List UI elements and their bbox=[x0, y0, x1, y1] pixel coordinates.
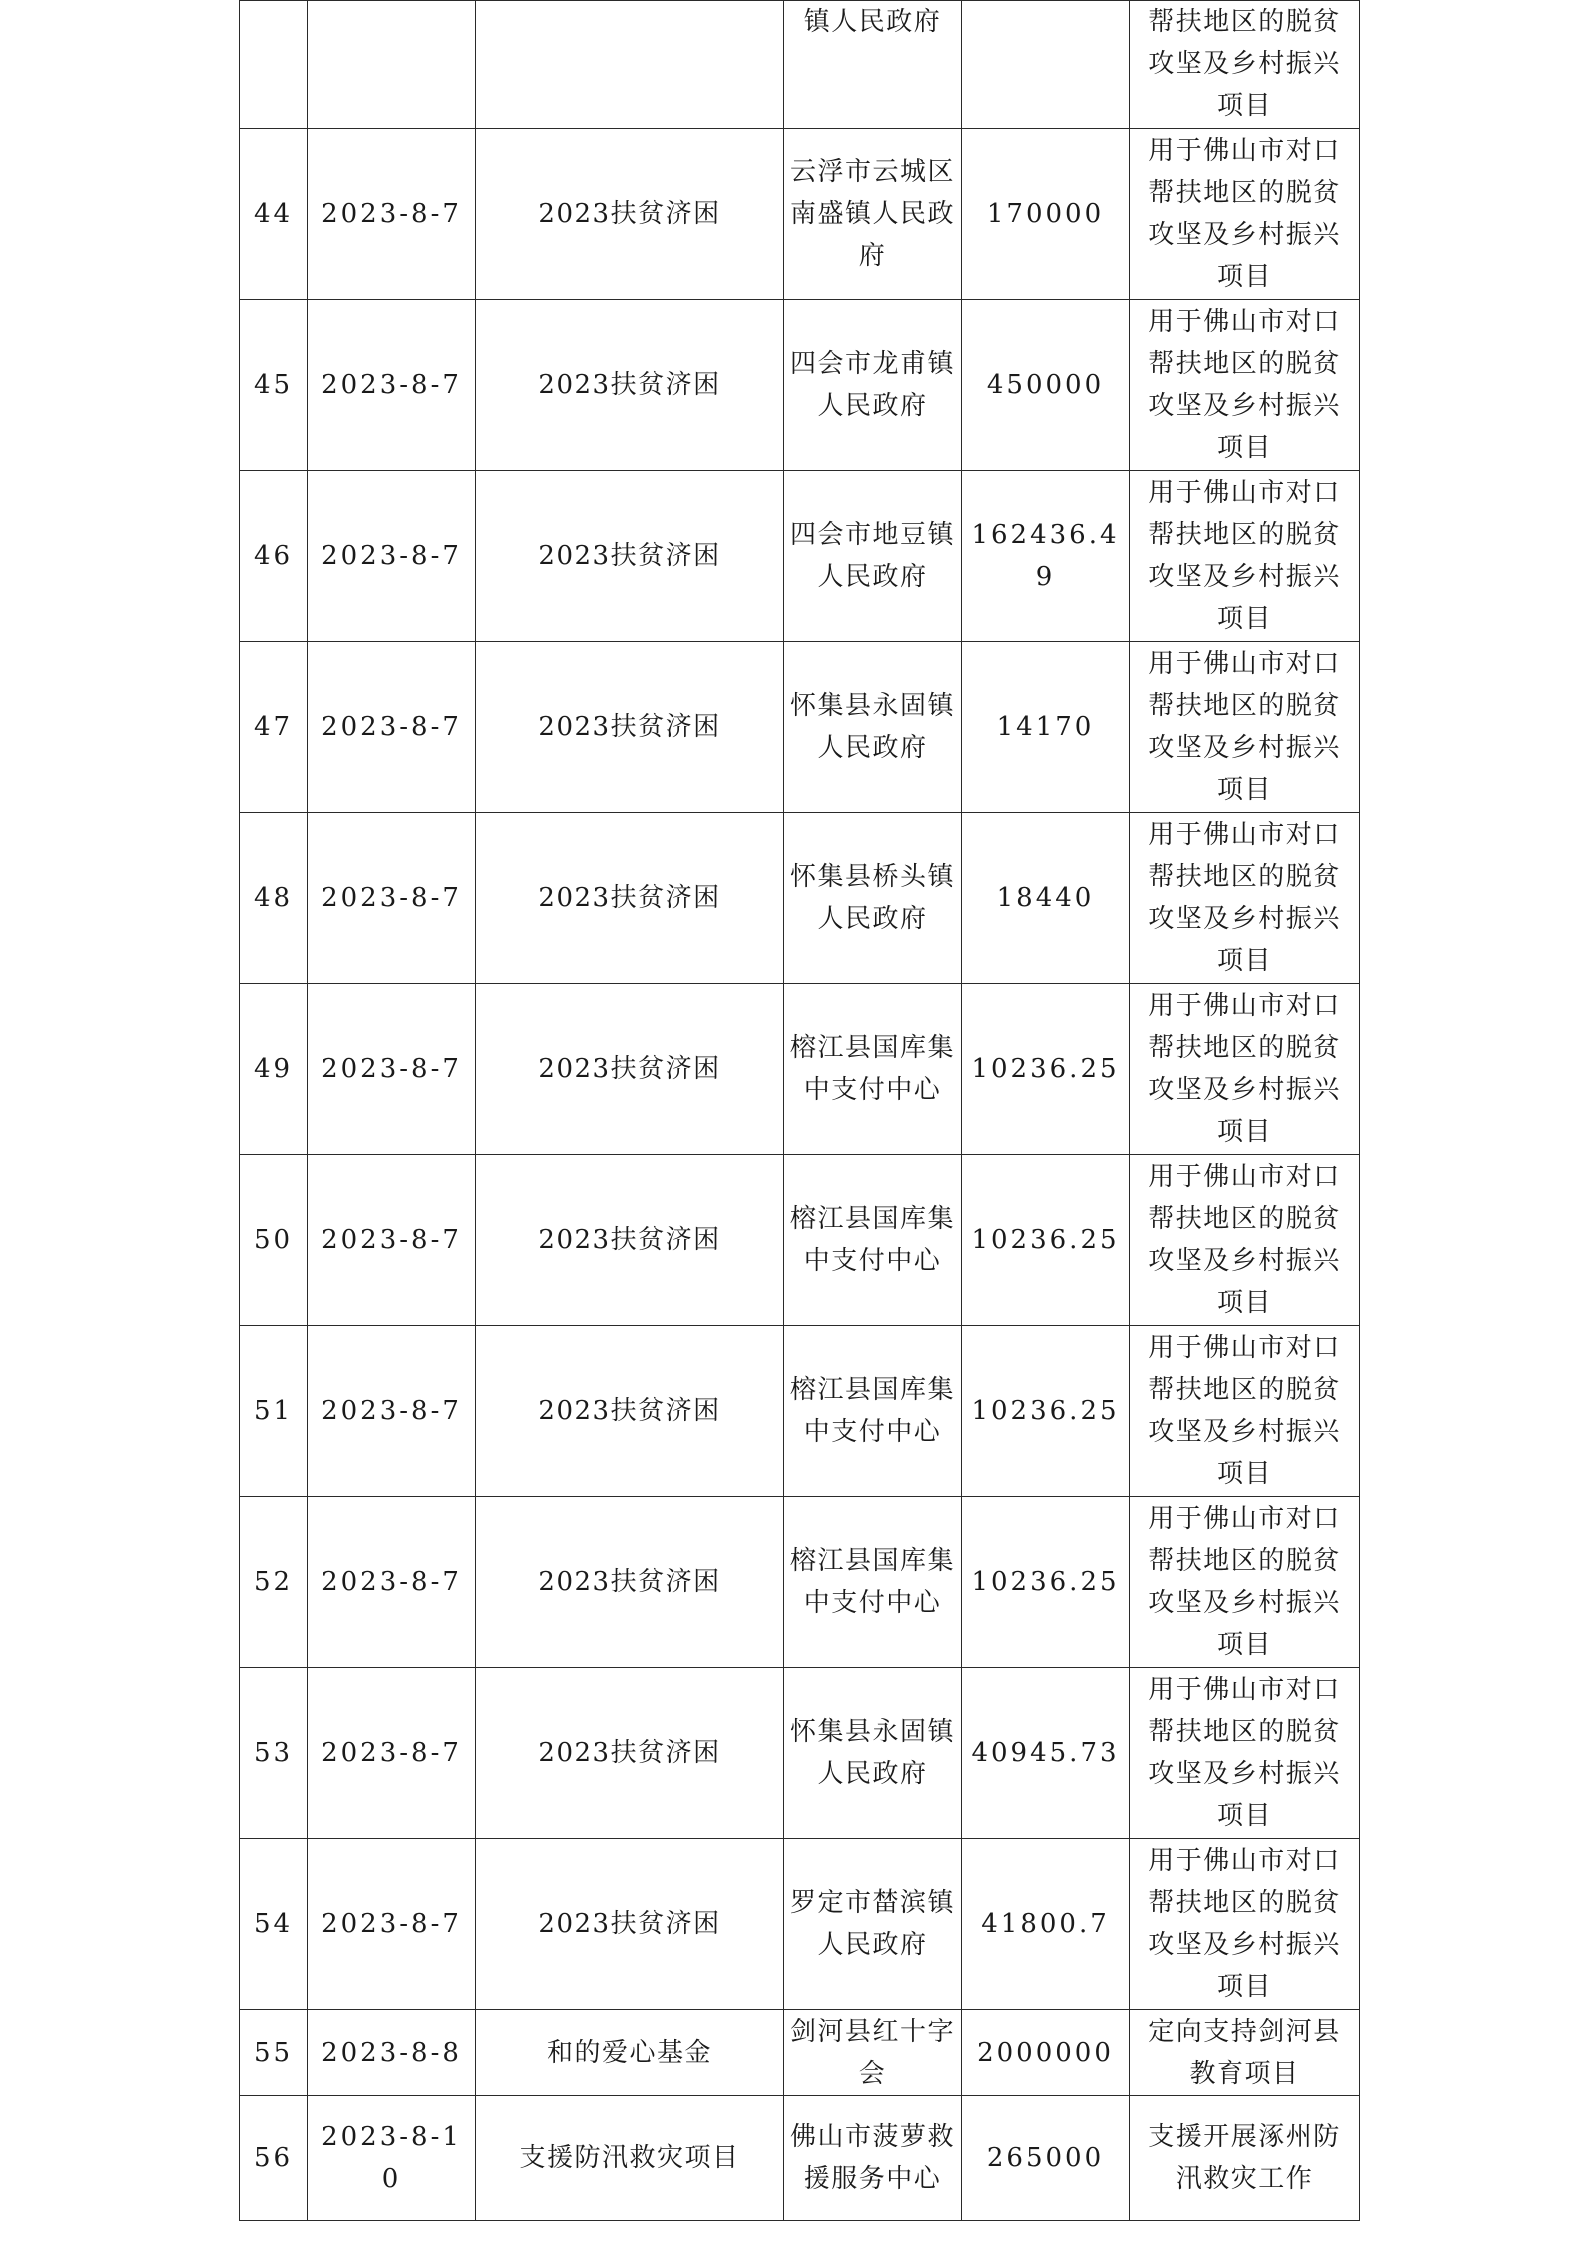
recipient-cell bbox=[784, 300, 962, 471]
date-cell bbox=[308, 642, 476, 813]
row-number bbox=[240, 813, 308, 984]
project-cell-text: 支援防汛救灾项目 bbox=[519, 2143, 740, 2173]
date-cell-text: 2023-8-7 bbox=[321, 1054, 462, 1084]
purpose-cell bbox=[1130, 813, 1360, 984]
row-number bbox=[240, 984, 308, 1155]
amount-cell-text: 162436.49 bbox=[971, 520, 1120, 592]
purpose-cell bbox=[1130, 1497, 1360, 1668]
purpose-cell-text: 用于佛山市对口帮扶地区的脱贫攻坚及乡村振兴项目 bbox=[1148, 1162, 1341, 1318]
purpose-cell bbox=[1130, 1668, 1360, 1839]
date-cell bbox=[308, 2010, 476, 2096]
recipient-cell-text: 怀集县永固镇人民政府 bbox=[790, 691, 956, 763]
amount-cell bbox=[962, 1326, 1130, 1497]
project-cell-text: 2023扶贫济困 bbox=[538, 1909, 721, 1939]
date-cell-text: 2023-8-10 bbox=[321, 2122, 462, 2194]
recipient-cell-text: 镇人民政府 bbox=[803, 7, 942, 37]
recipient-cell-text: 榕江县国库集中支付中心 bbox=[790, 1546, 956, 1618]
table-row bbox=[240, 1155, 1360, 1326]
purpose-cell bbox=[1130, 471, 1360, 642]
project-cell bbox=[476, 1326, 784, 1497]
table-row bbox=[240, 2096, 1360, 2221]
project-cell bbox=[476, 1155, 784, 1326]
amount-cell-text: 10236.25 bbox=[971, 1396, 1120, 1426]
table-body bbox=[240, 1, 1360, 2221]
amount-cell bbox=[962, 129, 1130, 300]
purpose-cell-text: 用于佛山市对口帮扶地区的脱贫攻坚及乡村振兴项目 bbox=[1148, 1333, 1341, 1489]
purpose-cell-text: 定向支持剑河县教育项目 bbox=[1148, 2016, 1341, 2089]
date-cell bbox=[308, 129, 476, 300]
recipient-cell bbox=[784, 1497, 962, 1668]
project-cell-text: 2023扶贫济困 bbox=[538, 1054, 721, 1084]
project-cell-text: 2023扶贫济困 bbox=[538, 541, 721, 571]
purpose-cell-text: 用于佛山市对口帮扶地区的脱贫攻坚及乡村振兴项目 bbox=[1148, 820, 1341, 976]
recipient-cell bbox=[784, 984, 962, 1155]
date-cell-text: 2023-8-7 bbox=[321, 883, 462, 913]
table-row bbox=[240, 813, 1360, 984]
project-cell bbox=[476, 471, 784, 642]
row-number-text: 47 bbox=[253, 712, 294, 742]
row-number bbox=[240, 1326, 308, 1497]
recipient-cell-text: 四会市龙甫镇人民政府 bbox=[790, 349, 956, 421]
date-cell-text: 2023-8-8 bbox=[321, 2037, 462, 2068]
date-cell bbox=[308, 1839, 476, 2010]
row-number-text: 48 bbox=[253, 883, 294, 913]
project-cell-text: 2023扶贫济困 bbox=[538, 883, 721, 913]
purpose-cell-text: 用于佛山市对口帮扶地区的脱贫攻坚及乡村振兴项目 bbox=[1148, 136, 1341, 292]
recipient-cell-text: 佛山市菠萝救援服务中心 bbox=[790, 2122, 956, 2194]
date-cell bbox=[308, 813, 476, 984]
amount-cell bbox=[962, 1839, 1130, 2010]
project-cell-text: 2023扶贫济困 bbox=[538, 1225, 721, 1255]
project-cell bbox=[476, 129, 784, 300]
row-number bbox=[240, 642, 308, 813]
purpose-cell bbox=[1130, 300, 1360, 471]
recipient-cell bbox=[784, 813, 962, 984]
amount-cell-text: 10236.25 bbox=[971, 1567, 1120, 1597]
date-cell-text: 2023-8-7 bbox=[321, 1225, 462, 1255]
amount-cell bbox=[962, 1, 1130, 129]
table-row bbox=[240, 1839, 1360, 2010]
row-number-text: 50 bbox=[253, 1225, 294, 1255]
purpose-cell-text: 用于佛山市对口帮扶地区的脱贫攻坚及乡村振兴项目 bbox=[1148, 1675, 1341, 1831]
purpose-cell bbox=[1130, 1155, 1360, 1326]
recipient-cell bbox=[784, 1326, 962, 1497]
project-cell-text: 和的爱心基金 bbox=[546, 2037, 712, 2068]
project-cell-text: 2023扶贫济困 bbox=[538, 1396, 721, 1426]
purpose-cell-text: 用于佛山市对口帮扶地区的脱贫攻坚及乡村振兴项目 bbox=[1148, 1504, 1341, 1660]
purpose-cell bbox=[1130, 129, 1360, 300]
purpose-cell-text: 用于佛山市对口帮扶地区的脱贫攻坚及乡村振兴项目 bbox=[1148, 478, 1341, 634]
table-row bbox=[240, 1497, 1360, 1668]
date-cell-text: 2023-8-7 bbox=[321, 712, 462, 742]
recipient-cell bbox=[784, 2010, 962, 2096]
row-number bbox=[240, 1, 308, 129]
recipient-cell bbox=[784, 642, 962, 813]
row-number-text: 52 bbox=[253, 1567, 294, 1597]
amount-cell bbox=[962, 1497, 1130, 1668]
row-number bbox=[240, 471, 308, 642]
row-number-text: 44 bbox=[253, 199, 294, 229]
row-number bbox=[240, 1839, 308, 2010]
amount-cell bbox=[962, 813, 1130, 984]
recipient-cell-text: 罗定市榃滨镇人民政府 bbox=[790, 1888, 956, 1960]
recipient-cell-text: 怀集县永固镇人民政府 bbox=[790, 1717, 956, 1789]
recipient-cell-text: 榕江县国库集中支付中心 bbox=[790, 1204, 956, 1276]
table-row bbox=[240, 1668, 1360, 1839]
date-cell-text: 2023-8-7 bbox=[321, 1909, 462, 1939]
project-cell-text: 2023扶贫济困 bbox=[538, 370, 721, 400]
row-number-text: 53 bbox=[253, 1738, 294, 1768]
table-row bbox=[240, 984, 1360, 1155]
amount-cell-text: 2000000 bbox=[977, 2037, 1114, 2068]
date-cell bbox=[308, 1326, 476, 1497]
table-row bbox=[240, 129, 1360, 300]
date-cell-text: 2023-8-7 bbox=[321, 1738, 462, 1768]
project-cell-text: 2023扶贫济困 bbox=[538, 1567, 721, 1597]
recipient-cell-text: 四会市地豆镇人民政府 bbox=[790, 520, 956, 592]
row-number bbox=[240, 1155, 308, 1326]
purpose-cell-text: 帮扶地区的脱贫攻坚及乡村振兴项目 bbox=[1148, 7, 1341, 121]
date-cell bbox=[308, 300, 476, 471]
project-cell-text: 2023扶贫济困 bbox=[538, 712, 721, 742]
project-cell bbox=[476, 1839, 784, 2010]
purpose-cell bbox=[1130, 642, 1360, 813]
amount-cell-text: 10236.25 bbox=[971, 1054, 1120, 1084]
amount-cell bbox=[962, 2096, 1130, 2221]
table-row bbox=[240, 300, 1360, 471]
purpose-cell bbox=[1130, 1, 1360, 129]
purpose-cell-text: 支援开展涿州防汛救灾工作 bbox=[1148, 2122, 1341, 2194]
recipient-cell-text: 云浮市云城区南盛镇人民政府 bbox=[790, 157, 956, 271]
row-number-text: 56 bbox=[253, 2143, 294, 2173]
table-row bbox=[240, 471, 1360, 642]
recipient-cell bbox=[784, 471, 962, 642]
date-cell bbox=[308, 471, 476, 642]
date-cell bbox=[308, 1155, 476, 1326]
table-row bbox=[240, 1, 1360, 129]
date-cell bbox=[308, 1, 476, 129]
recipient-cell bbox=[784, 2096, 962, 2221]
row-number-text: 51 bbox=[253, 1396, 294, 1426]
date-cell-text: 2023-8-7 bbox=[321, 370, 462, 400]
amount-cell bbox=[962, 471, 1130, 642]
amount-cell-text: 10236.25 bbox=[971, 1225, 1120, 1255]
purpose-cell bbox=[1130, 2096, 1360, 2221]
project-cell bbox=[476, 984, 784, 1155]
row-number-text: 54 bbox=[253, 1909, 294, 1939]
project-cell bbox=[476, 300, 784, 471]
recipient-cell bbox=[784, 1, 962, 129]
table-row bbox=[240, 2010, 1360, 2096]
row-number-text: 45 bbox=[253, 370, 294, 400]
recipient-cell bbox=[784, 1839, 962, 2010]
amount-cell bbox=[962, 2010, 1130, 2096]
row-number-text: 55 bbox=[253, 2037, 294, 2068]
purpose-cell bbox=[1130, 984, 1360, 1155]
date-cell bbox=[308, 1668, 476, 1839]
date-cell-text: 2023-8-7 bbox=[321, 199, 462, 229]
purpose-cell bbox=[1130, 1839, 1360, 2010]
purpose-cell-text: 用于佛山市对口帮扶地区的脱贫攻坚及乡村振兴项目 bbox=[1148, 1846, 1341, 2002]
row-number bbox=[240, 129, 308, 300]
purpose-cell-text: 用于佛山市对口帮扶地区的脱贫攻坚及乡村振兴项目 bbox=[1148, 991, 1341, 1147]
amount-cell bbox=[962, 1155, 1130, 1326]
project-cell bbox=[476, 2010, 784, 2096]
amount-cell bbox=[962, 300, 1130, 471]
row-number bbox=[240, 1668, 308, 1839]
purpose-cell-text: 用于佛山市对口帮扶地区的脱贫攻坚及乡村振兴项目 bbox=[1148, 649, 1341, 805]
recipient-cell bbox=[784, 129, 962, 300]
amount-cell-text: 265000 bbox=[986, 2143, 1105, 2173]
date-cell bbox=[308, 984, 476, 1155]
project-cell-text: 2023扶贫济困 bbox=[538, 199, 721, 229]
date-cell bbox=[308, 2096, 476, 2221]
project-cell bbox=[476, 813, 784, 984]
row-number bbox=[240, 300, 308, 471]
amount-cell bbox=[962, 642, 1130, 813]
donation-table bbox=[239, 0, 1360, 2221]
row-number-text: 46 bbox=[253, 541, 294, 571]
row-number bbox=[240, 2010, 308, 2096]
row-number bbox=[240, 1497, 308, 1668]
row-number-text: 49 bbox=[253, 1054, 294, 1084]
recipient-cell-text: 怀集县桥头镇人民政府 bbox=[790, 862, 956, 934]
date-cell-text: 2023-8-7 bbox=[321, 1396, 462, 1426]
purpose-cell bbox=[1130, 2010, 1360, 2096]
project-cell bbox=[476, 642, 784, 813]
amount-cell bbox=[962, 984, 1130, 1155]
project-cell bbox=[476, 1668, 784, 1839]
project-cell-text: 2023扶贫济困 bbox=[538, 1738, 721, 1768]
project-cell bbox=[476, 1, 784, 129]
purpose-cell-text: 用于佛山市对口帮扶地区的脱贫攻坚及乡村振兴项目 bbox=[1148, 307, 1341, 463]
amount-cell-text: 170000 bbox=[986, 199, 1105, 229]
project-cell bbox=[476, 1497, 784, 1668]
table-row bbox=[240, 1326, 1360, 1497]
date-cell-text: 2023-8-7 bbox=[321, 541, 462, 571]
row-number bbox=[240, 2096, 308, 2221]
date-cell bbox=[308, 1497, 476, 1668]
project-cell bbox=[476, 2096, 784, 2221]
amount-cell-text: 40945.73 bbox=[971, 1738, 1120, 1768]
recipient-cell-text: 榕江县国库集中支付中心 bbox=[790, 1375, 956, 1447]
table-row bbox=[240, 642, 1360, 813]
recipient-cell-text: 榕江县国库集中支付中心 bbox=[790, 1033, 956, 1105]
amount-cell-text: 450000 bbox=[986, 370, 1105, 400]
date-cell-text: 2023-8-7 bbox=[321, 1567, 462, 1597]
amount-cell-text: 18440 bbox=[996, 883, 1095, 913]
amount-cell-text: 14170 bbox=[996, 712, 1095, 742]
purpose-cell bbox=[1130, 1326, 1360, 1497]
amount-cell bbox=[962, 1668, 1130, 1839]
recipient-cell-text: 剑河县红十字会 bbox=[790, 2016, 956, 2089]
recipient-cell bbox=[784, 1668, 962, 1839]
recipient-cell bbox=[784, 1155, 962, 1326]
amount-cell-text: 41800.7 bbox=[981, 1909, 1110, 1939]
